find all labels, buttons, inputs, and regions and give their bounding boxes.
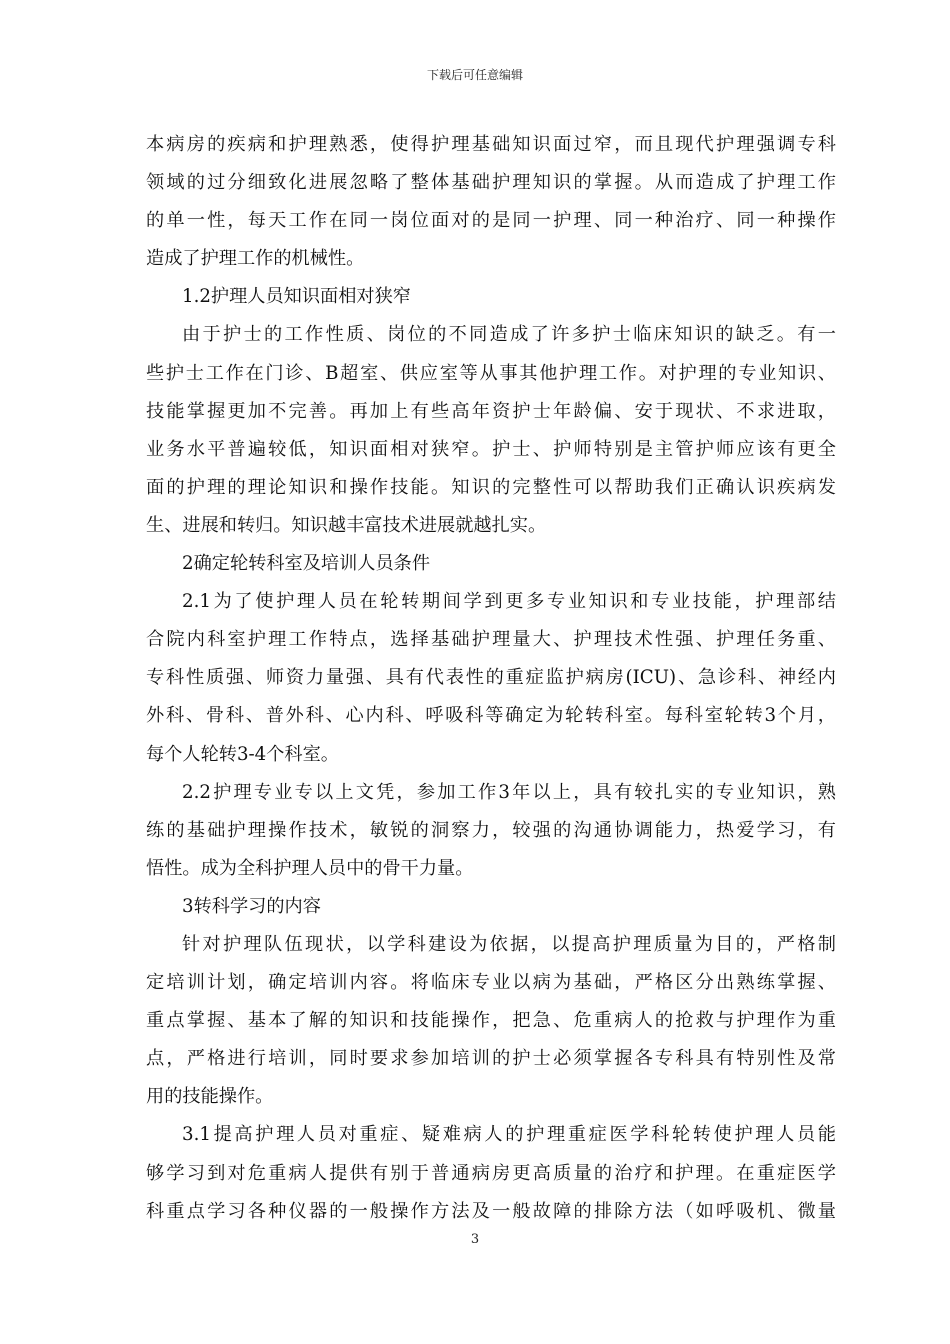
page-number: 3 bbox=[470, 1232, 480, 1247]
text-line: 生、进展和转归。知识越丰富技术进展就越扎实。 bbox=[146, 514, 547, 536]
text-line: 技能掌握更加不完善。再加上有些高年资护士年龄偏、安于现状、不求进取， bbox=[146, 400, 836, 422]
text-line: 2.1为了使护理人员在轮转期间学到更多专业知识和专业技能，护理部结 bbox=[182, 591, 836, 613]
text-line: 2.2护理专业专以上文凭，参加工作3年以上，具有较扎实的专业知识，熟 bbox=[182, 781, 836, 803]
text-line: 每个人轮转3-4个科室。 bbox=[146, 743, 339, 765]
text-line: 由于护士的工作性质、岗位的不同造成了许多护士临床知识的缺乏。有一 bbox=[182, 324, 836, 346]
text-line: 3转科学习的内容 bbox=[182, 895, 321, 917]
text-line: 用的技能操作。 bbox=[146, 1086, 274, 1108]
text-line: 领域的过分细致化进展忽略了整体基础护理知识的掌握。从而造成了护理工作 bbox=[146, 172, 836, 194]
text-line: 针对护理队伍现状，以学科建设为依据，以提高护理质量为目的，严格制 bbox=[182, 933, 836, 955]
text-line: 造成了护理工作的机械性。 bbox=[146, 248, 365, 270]
page-header: 下载后可任意编辑 bbox=[426, 68, 523, 82]
text-line: 重点掌握、基本了解的知识和技能操作，把急、危重病人的抢救与护理作为重 bbox=[146, 1010, 836, 1032]
text-line: 外科、骨科、普外科、心内科、呼吸科等确定为轮转科室。每科室轮转3个月， bbox=[146, 705, 836, 727]
text-line: 悟性。成为全科护理人员中的骨干力量。 bbox=[146, 857, 474, 879]
text-line: 够学习到对危重病人提供有别于普通病房更高质量的治疗和护理。在重症医学 bbox=[146, 1162, 836, 1184]
text-line: 专科性质强、师资力量强、具有代表性的重症监护病房(ICU)、急诊科、神经内 bbox=[146, 667, 836, 689]
text-line: 面的护理的理论知识和操作技能。知识的完整性可以帮助我们正确认识疾病发 bbox=[146, 476, 836, 498]
text-line: 些护士工作在门诊、B超室、供应室等从事其他护理工作。对护理的专业知识、 bbox=[146, 362, 836, 384]
text-line: 点，严格进行培训，同时要求参加培训的护士必须掌握各专科具有特别性及常 bbox=[146, 1048, 836, 1070]
document-body bbox=[146, 126, 836, 1231]
text-line: 的单一性，每天工作在同一岗位面对的是同一护理、同一种治疗、同一种操作 bbox=[146, 210, 836, 232]
text-line: 练的基础护理操作技术，敏锐的洞察力，较强的沟通协调能力，热爱学习，有 bbox=[146, 819, 836, 841]
text-line: 合院内科室护理工作特点，选择基础护理量大、护理技术性强、护理任务重、 bbox=[146, 629, 836, 651]
text-line: 1.2护理人员知识面相对狭窄 bbox=[182, 286, 411, 308]
text-line: 2确定轮转科室及培训人员条件 bbox=[182, 553, 431, 575]
text-line: 科重点学习各种仪器的一般操作方法及一般故障的排除方法（如呼吸机、微量 bbox=[146, 1200, 836, 1222]
text-line: 定培训计划，确定培训内容。将临床专业以病为基础，严格区分出熟练掌握、 bbox=[146, 972, 836, 994]
text-line: 本病房的疾病和护理熟悉，使得护理基础知识面过窄，而且现代护理强调专科 bbox=[146, 134, 836, 155]
text-line: 业务水平普遍较低，知识面相对狭窄。护士、护师特别是主管护师应该有更全 bbox=[146, 438, 836, 460]
text-line: 3.1提高护理人员对重症、疑难病人的护理重症医学科轮转使护理人员能 bbox=[182, 1124, 836, 1146]
